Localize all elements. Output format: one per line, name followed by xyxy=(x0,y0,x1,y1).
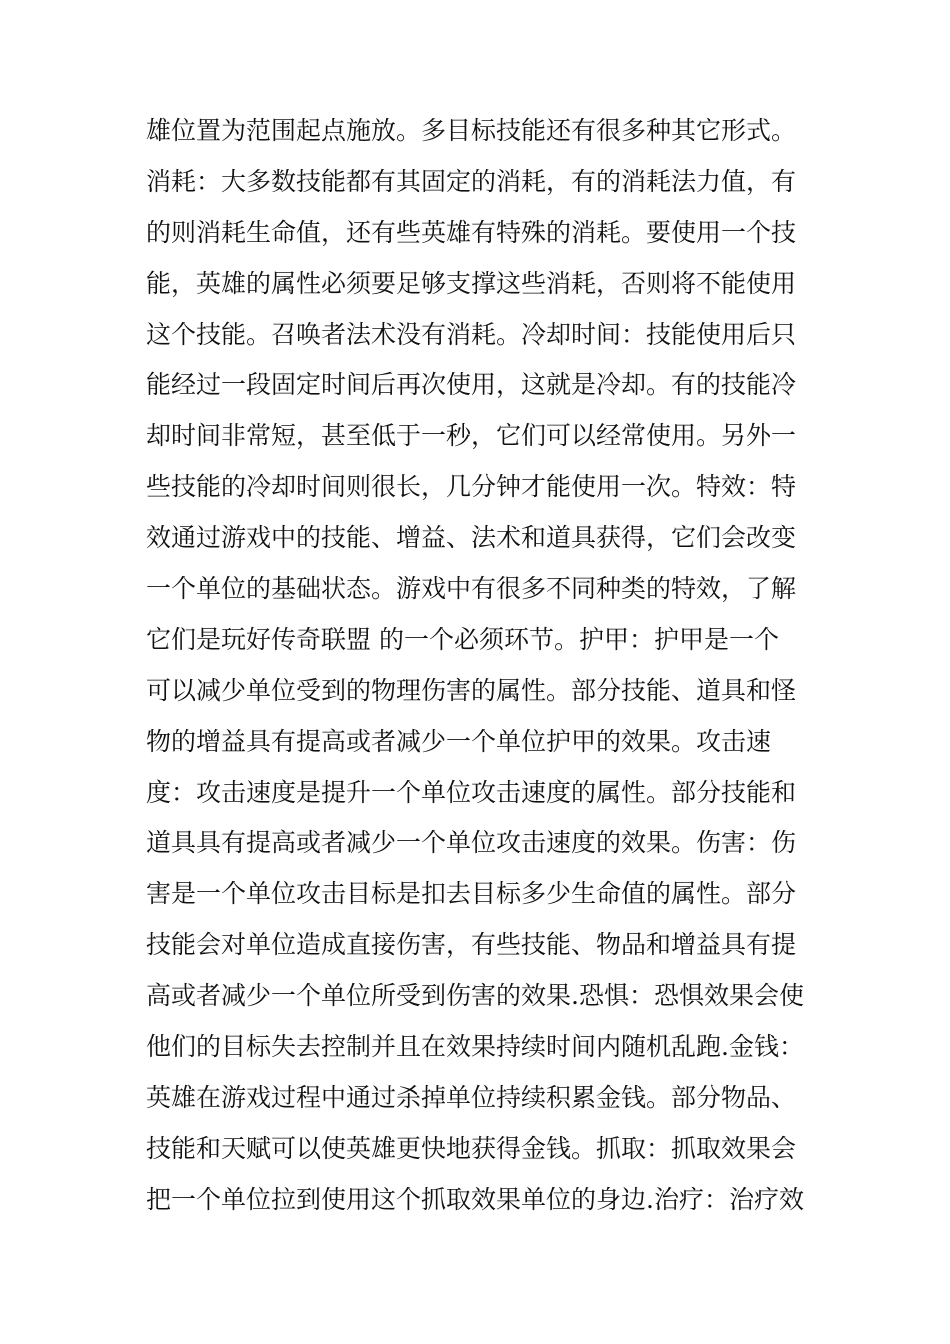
text-line: 这个技能。召唤者法术没有消耗。冷却时间：技能使用后只 xyxy=(146,319,797,349)
text-line: 些技能的冷却时间则很长，几分钟才能使用一次。特效：特 xyxy=(146,472,797,502)
text-line: 能，英雄的属性必须要足够支撑这些消耗，否则将不能使用 xyxy=(146,268,797,298)
text-line: 技能会对单位造成直接伤害，有些技能、物品和增益具有提 xyxy=(146,930,797,960)
text-line: 能经过一段固定时间后再次使用，这就是冷却。有的技能冷 xyxy=(146,370,797,400)
text-line: 把一个单位拉到使用这个抓取效果单位的身边.治疗：治疗效 xyxy=(146,1184,804,1214)
text-line: 英雄在游戏过程中通过杀掉单位持续积累金钱。部分物品、 xyxy=(146,1082,797,1112)
text-line: 效通过游戏中的技能、增益、法术和道具获得，它们会改变 xyxy=(146,523,797,553)
text-line: 雄位置为范围起点施放。多目标技能还有很多种其它形式。 xyxy=(146,116,797,145)
text-line: 他们的目标失去控制并且在效果持续时间内随机乱跑.金钱： xyxy=(146,1032,804,1062)
text-line: 高或者减少一个单位所受到伤害的效果.恐惧：恐惧效果会使 xyxy=(146,981,804,1011)
text-line: 可以减少单位受到的物理伤害的属性。部分技能、道具和怪 xyxy=(146,675,797,705)
text-line: 的则消耗生命值，还有些英雄有特殊的消耗。要使用一个技 xyxy=(146,217,797,247)
text-line: 技能和天赋可以使英雄更快地获得金钱。抓取：抓取效果会 xyxy=(146,1133,797,1163)
body-text xyxy=(146,106,826,1226)
text-line: 度：攻击速度是提升一个单位攻击速度的属性。部分技能和 xyxy=(146,777,797,807)
text-line: 道具具有提高或者减少一个单位攻击速度的效果。伤害：伤 xyxy=(146,828,797,858)
text-line: 消耗：大多数技能都有其固定的消耗，有的消耗法力值，有 xyxy=(146,166,797,196)
text-line: 一个单位的基础状态。游戏中有很多不同种类的特效，了解 xyxy=(146,574,797,604)
text-line: 它们是玩好传奇联盟 的一个必须环节。护甲：护甲是一个 xyxy=(146,624,779,654)
text-line: 物的增益具有提高或者减少一个单位护甲的效果。攻击速 xyxy=(146,726,772,756)
text-line: 害是一个单位攻击目标是扣去目标多少生命值的属性。部分 xyxy=(146,879,797,909)
text-line: 却时间非常短，甚至低于一秒，它们可以经常使用。另外一 xyxy=(146,421,797,451)
